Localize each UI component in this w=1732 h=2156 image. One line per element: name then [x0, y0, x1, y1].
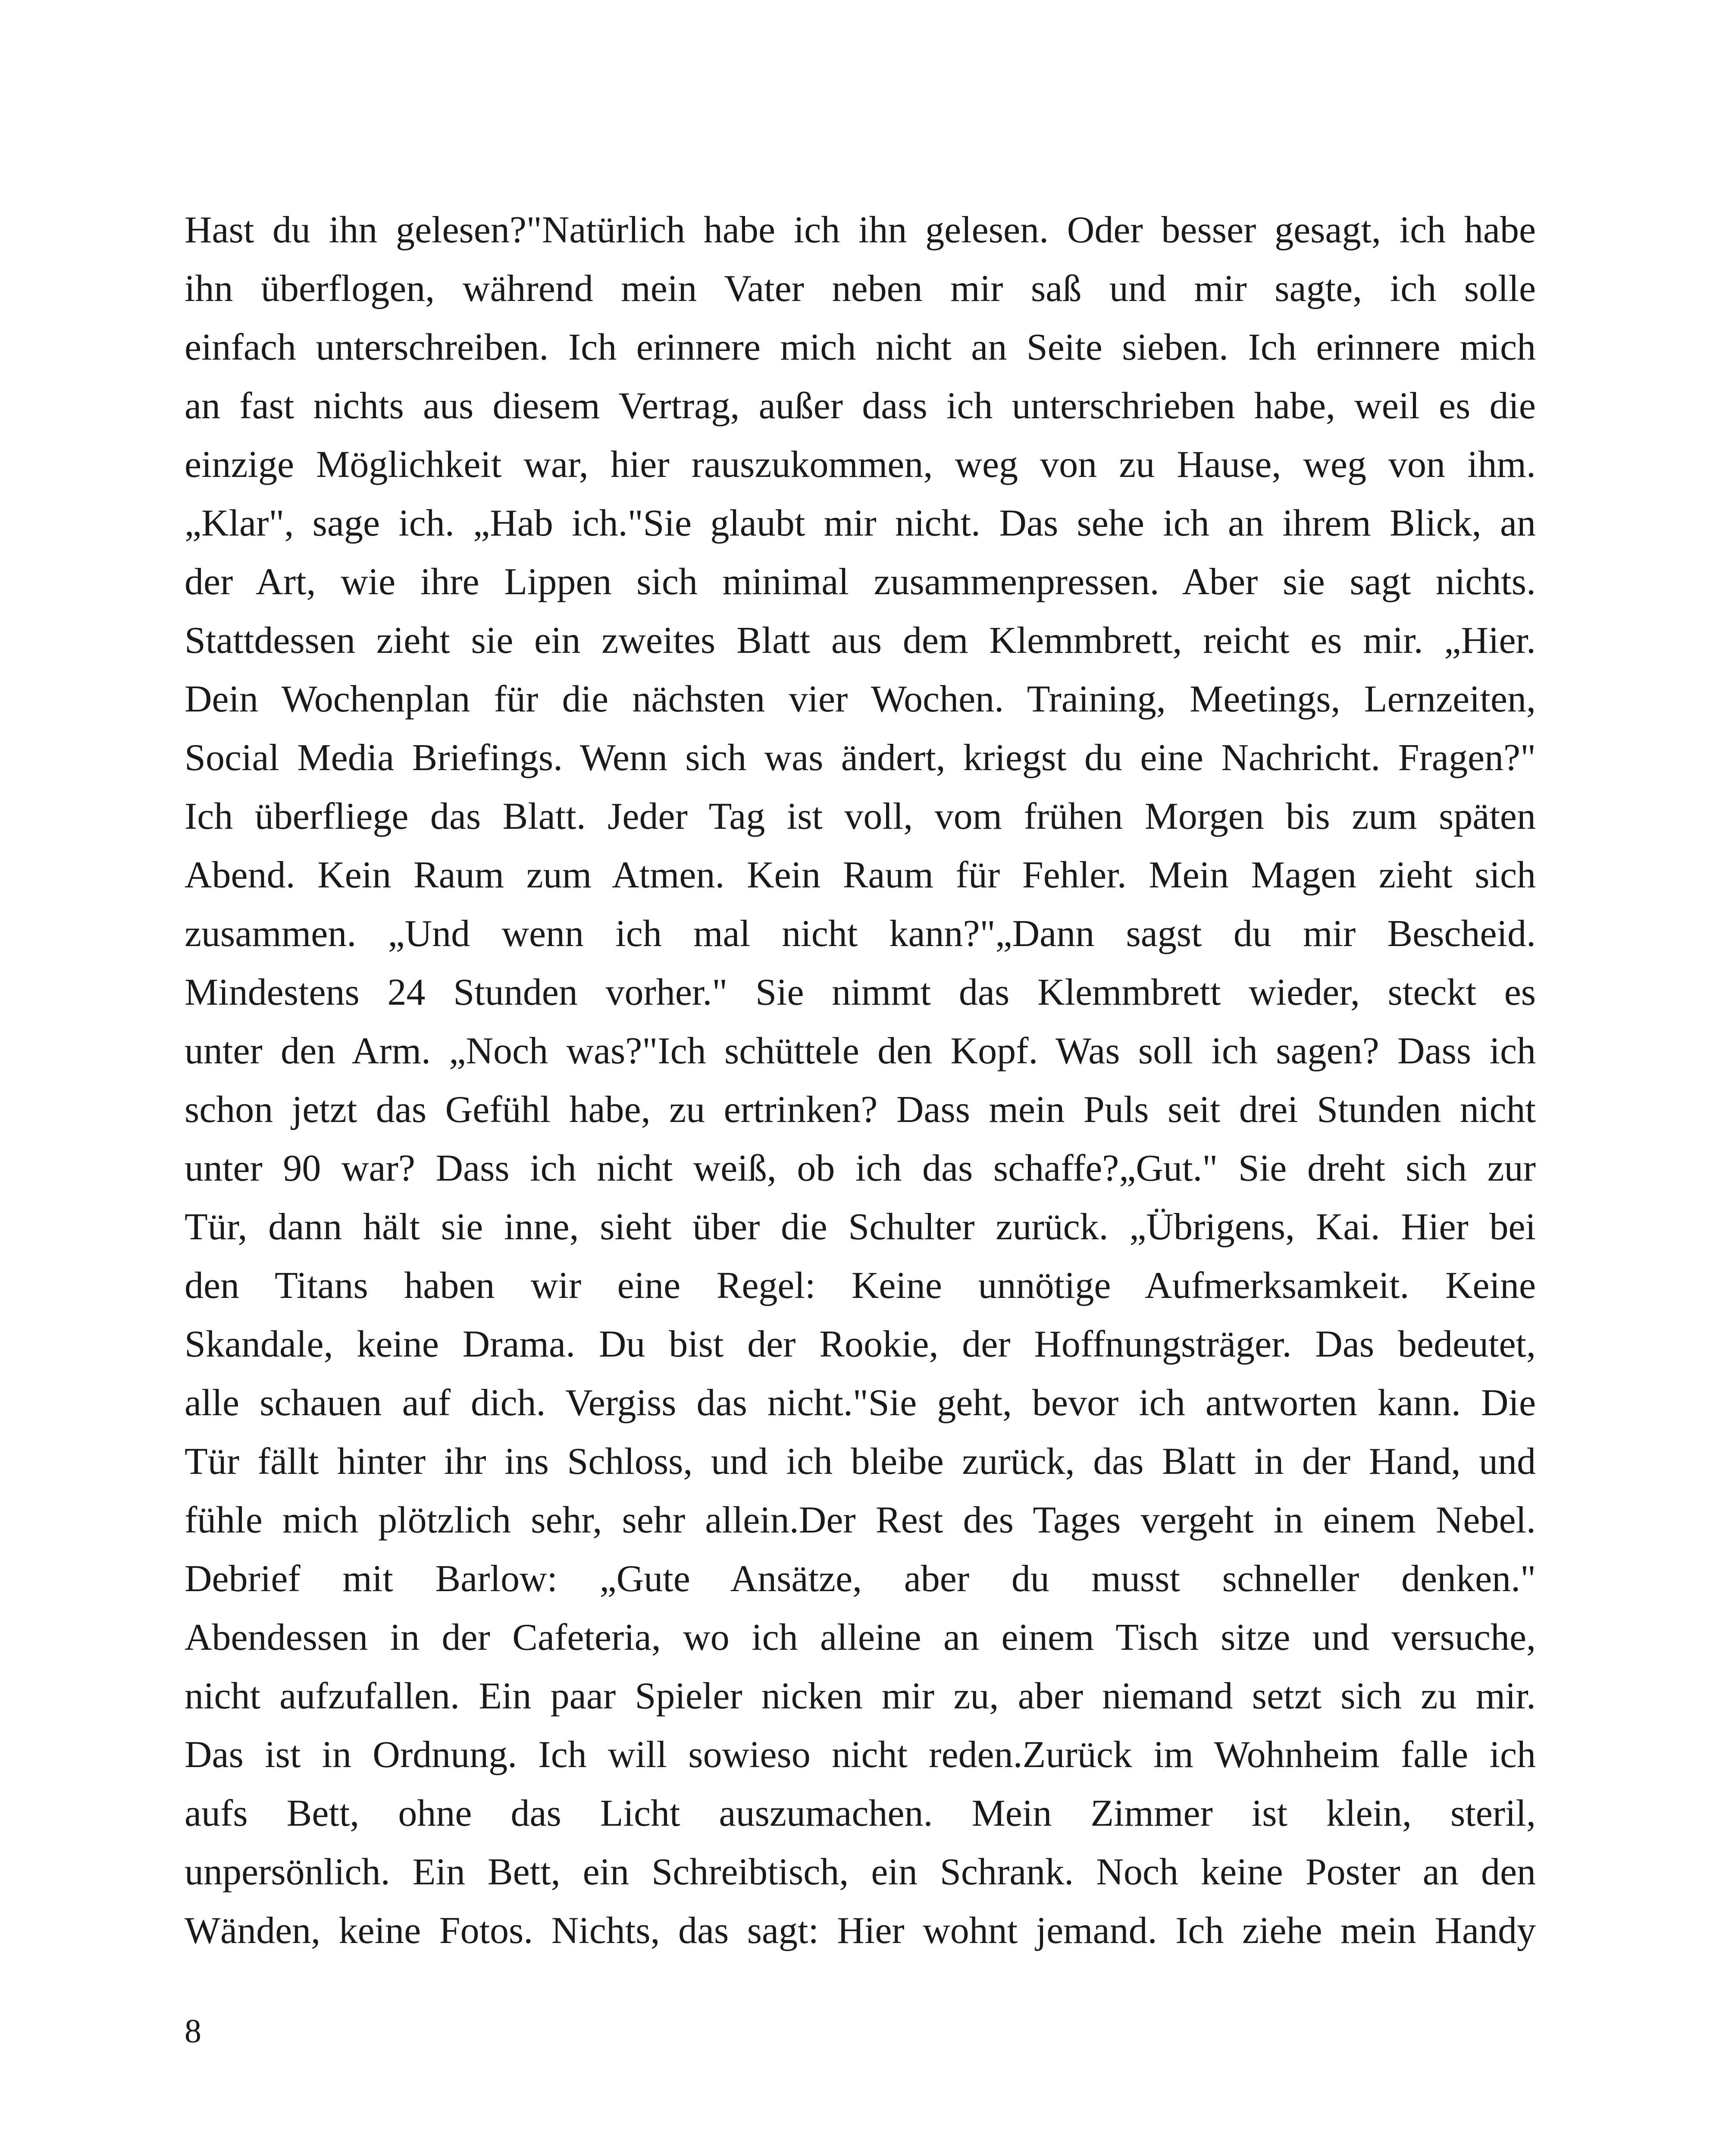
text-line-1: Hast du ihn gelesen?"Natürlich habe ich ihn gelesen. Oder besser gesagt, ich habe: [185, 209, 1536, 251]
text-line-20: Skandale, keine Drama. Du bist der Rookie, der Hoffnungsträger. Das bedeutet,: [185, 1323, 1536, 1365]
text-line-3: einfach unterschreiben. Ich erinnere mich nicht an Seite sieben. Ich erinnere mich: [185, 326, 1536, 368]
text-line-24: Debrief mit Barlow: „Gute Ansätze, aber du musst schneller denken.": [185, 1558, 1536, 1600]
text-line-30: Wänden, keine Fotos. Nichts, das sagt: Hier wohnt jemand. Ich ziehe mein Handy: [185, 1910, 1536, 1952]
text-line-26: nicht aufzufallen. Ein paar Spieler nicken mir zu, aber niemand setzt sich zu mir.: [185, 1675, 1536, 1717]
page-number: 8: [185, 2012, 201, 2049]
text-line-8: Stattdessen zieht sie ein zweites Blatt aus dem Klemmbrett, reicht es mir. „Hier.: [185, 620, 1536, 661]
text-line-7: der Art, wie ihre Lippen sich minimal zusammenpressen. Aber sie sagt nichts.: [185, 561, 1536, 603]
text-line-4: an fast nichts aus diesem Vertrag, außer dass ich unterschrieben habe, weil es die: [185, 385, 1536, 427]
text-line-21: alle schauen auf dich. Vergiss das nicht."Sie geht, bevor ich antworten kann. Die: [185, 1382, 1536, 1424]
text-line-27: Das ist in Ordnung. Ich will sowieso nicht reden.Zurück im Wohnheim falle ich: [185, 1734, 1536, 1776]
text-line-23: fühle mich plötzlich sehr, sehr allein.Der Rest des Tages vergeht in einem Nebel.: [185, 1499, 1536, 1541]
text-line-5: einzige Möglichkeit war, hier rauszukommen, weg von zu Hause, weg von ihm.: [185, 444, 1536, 486]
text-line-2: ihn überflogen, während mein Vater neben mir saß und mir sagte, ich solle: [185, 268, 1536, 310]
text-line-13: zusammen. „Und wenn ich mal nicht kann?"„Dann sagst du mir Bescheid.: [185, 913, 1536, 955]
text-line-18: Tür, dann hält sie inne, sieht über die Schulter zurück. „Übrigens, Kai. Hier bei: [185, 1206, 1536, 1248]
text-line-15: unter den Arm. „Noch was?"Ich schüttele den Kopf. Was soll ich sagen? Dass ich: [185, 1030, 1536, 1072]
text-line-12: Abend. Kein Raum zum Atmen. Kein Raum für Fehler. Mein Magen zieht sich: [185, 854, 1536, 896]
body-text: [185, 201, 1536, 1960]
text-line-29: unpersönlich. Ein Bett, ein Schreibtisch, ein Schrank. Noch keine Poster an den: [185, 1851, 1536, 1893]
text-line-14: Mindestens 24 Stunden vorher." Sie nimmt das Klemmbrett wieder, steckt es: [185, 971, 1536, 1013]
text-line-6: „Klar", sage ich. „Hab ich."Sie glaubt mir nicht. Das sehe ich an ihrem Blick, an: [185, 502, 1536, 544]
text-line-22: Tür fällt hinter ihr ins Schloss, und ich bleibe zurück, das Blatt in der Hand, und: [185, 1441, 1536, 1482]
text-line-10: Social Media Briefings. Wenn sich was ändert, kriegst du eine Nachricht. Fragen?": [185, 737, 1536, 779]
text-line-28: aufs Bett, ohne das Licht auszumachen. Mein Zimmer ist klein, steril,: [185, 1792, 1536, 1834]
text-line-19: den Titans haben wir eine Regel: Keine unnötige Aufmerksamkeit. Keine: [185, 1265, 1536, 1307]
text-line-9: Dein Wochenplan für die nächsten vier Wochen. Training, Meetings, Lernzeiten,: [185, 678, 1536, 720]
text-line-11: Ich überfliege das Blatt. Jeder Tag ist voll, vom frühen Morgen bis zum späten: [185, 796, 1536, 837]
text-line-17: unter 90 war? Dass ich nicht weiß, ob ich das schaffe?„Gut." Sie dreht sich zur: [185, 1147, 1536, 1189]
text-line-25: Abendessen in der Cafeteria, wo ich alleine an einem Tisch sitze und versuche,: [185, 1617, 1536, 1658]
text-line-16: schon jetzt das Gefühl habe, zu ertrinken? Dass mein Puls seit drei Stunden nicht: [185, 1089, 1536, 1131]
